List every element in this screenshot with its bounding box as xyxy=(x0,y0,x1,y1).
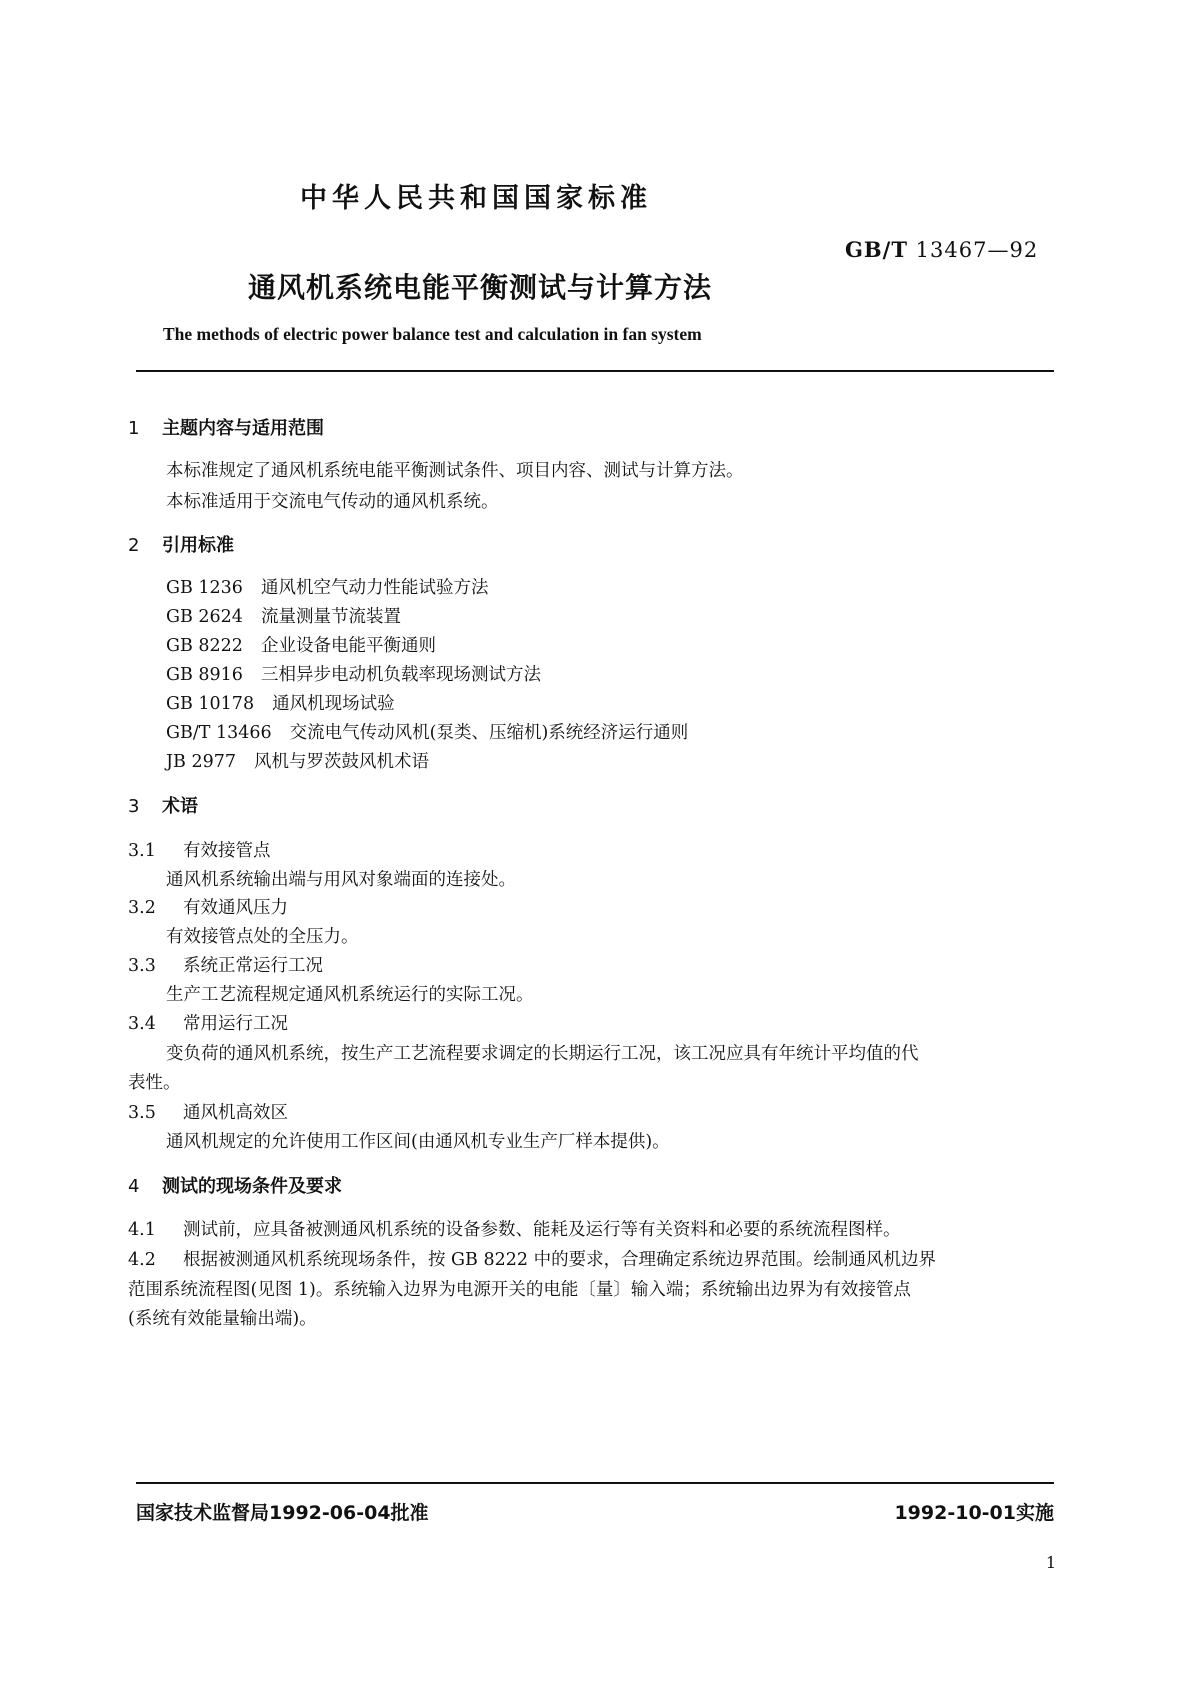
reference-item: GB 2624 流量测量节流装置 xyxy=(166,607,401,627)
standard-code-number: 13467—92 xyxy=(915,238,1039,262)
term-definition: 生产工艺流程规定通风机系统运行的实际工况。 xyxy=(166,985,534,1005)
term-definition: 变负荷的通风机系统，按生产工艺流程要求调定的长期运行工况，该工况应具有年统计平均值的代 xyxy=(166,1044,919,1064)
term-definition: 有效接管点处的全压力。 xyxy=(166,927,359,947)
document-title-en: The methods of electric power balance test and calculation in fan system xyxy=(163,324,702,344)
header-divider xyxy=(136,370,1054,372)
section-1-paragraph-1: 本标准规定了通风机系统电能平衡测试条件、项目内容、测试与计算方法。 xyxy=(166,461,744,481)
reference-item: GB 1236 通风机空气动力性能试验方法 xyxy=(166,578,489,598)
document-title-cn: 通风机系统电能平衡测试与计算方法 xyxy=(248,271,713,304)
term-definition-continued: 表性。 xyxy=(128,1073,181,1093)
term-heading: 3.1 有效接管点 xyxy=(128,841,271,861)
clause-4-1: 4.1 测试前，应具备被测通风机系统的设备参数、能耗及运行等有关资料和必要的系统流程图样。 xyxy=(128,1220,901,1240)
page-number: 1 xyxy=(1045,1553,1056,1572)
term-definition: 通风机系统输出端与用风对象端面的连接处。 xyxy=(166,870,516,890)
approval-line: 国家技术监督局1992-06-04批准 xyxy=(136,1502,429,1524)
clause-4-2: 4.2 根据被测通风机系统现场条件，按 GB 8222 中的要求，合理确定系统边界范围。绘制通风机边界 xyxy=(128,1250,937,1270)
term-heading: 3.2 有效通风压力 xyxy=(128,898,288,918)
reference-item: GB 8916 三相异步电动机负载率现场测试方法 xyxy=(166,665,541,685)
clause-4-2-continued: (系统有效能量输出端)。 xyxy=(128,1309,317,1329)
section-4-heading: 4 测试的现场条件及要求 xyxy=(128,1176,342,1197)
term-heading: 3.4 常用运行工况 xyxy=(128,1014,288,1034)
footer-divider xyxy=(136,1482,1054,1484)
reference-item: GB 8222 企业设备电能平衡通则 xyxy=(166,636,436,656)
section-2-heading: 2 引用标准 xyxy=(128,535,234,556)
section-1-heading: 1 主题内容与适用范围 xyxy=(128,418,324,439)
national-standard-label: 中华人民共和国国家标准 xyxy=(300,183,652,214)
term-definition: 通风机规定的允许使用工作区间(由通风机专业生产厂样本提供)。 xyxy=(166,1132,670,1152)
standard-code-prefix: GB/T xyxy=(845,237,908,262)
section-1-paragraph-2: 本标准适用于交流电气传动的通风机系统。 xyxy=(166,492,499,512)
section-3-heading: 3 术语 xyxy=(128,796,198,817)
implementation-date: 1992-10-01实施 xyxy=(894,1502,1054,1524)
clause-4-2-continued: 范围系统流程图(见图 1)。系统输入边界为电源开关的电能〔量〕输入端；系统输出边界为有效接管点 xyxy=(128,1280,911,1300)
reference-item: GB 10178 通风机现场试验 xyxy=(166,694,395,714)
reference-item: JB 2977 风机与罗茨鼓风机术语 xyxy=(166,752,429,772)
reference-item: GB/T 13466 交流电气传动风机(泵类、压缩机)系统经济运行通则 xyxy=(166,723,689,743)
term-heading: 3.5 通风机高效区 xyxy=(128,1103,288,1123)
standard-code xyxy=(845,237,1038,262)
term-heading: 3.3 系统正常运行工况 xyxy=(128,956,323,976)
